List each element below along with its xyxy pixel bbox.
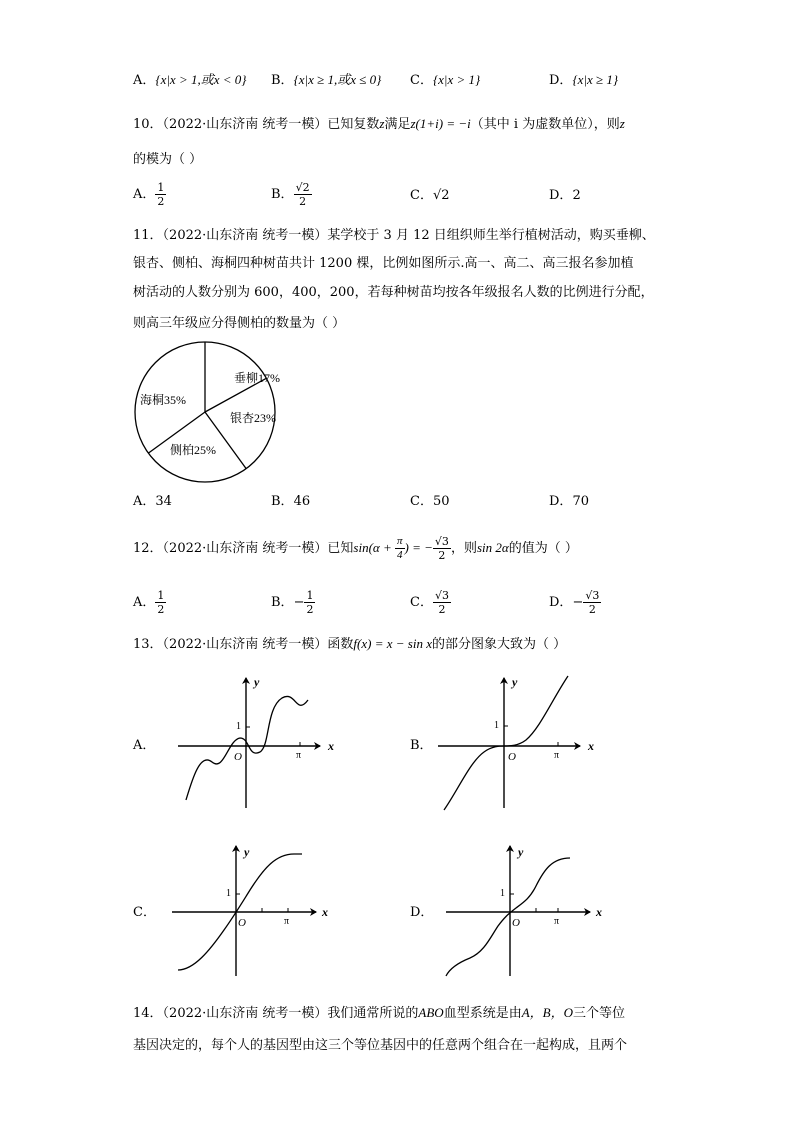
origin-label: O [508, 751, 516, 763]
denominator: 2 [306, 603, 314, 616]
denominator: 2 [438, 549, 446, 562]
option-text: √2 [432, 188, 450, 203]
q11-stem-line1 [133, 226, 655, 246]
stem-text: 的部分图象大致为（ ） [431, 637, 567, 652]
fraction [433, 535, 451, 562]
math-eq: z(1+i) = −i [410, 116, 471, 131]
math-eq: ) = − [404, 540, 433, 555]
numerator: 1 [157, 181, 165, 194]
denominator: 2 [588, 603, 596, 616]
pie-slice-label: 侧柏25% [170, 443, 216, 457]
option-text: {x|x > 1,或x < 0} [155, 72, 247, 87]
graph-a [170, 672, 345, 812]
one-label: 1 [494, 720, 499, 731]
option-sign: − [572, 595, 584, 610]
option-letter: B． [271, 494, 294, 509]
q9-option-d [549, 70, 618, 91]
pie-slice-label: 垂柳17% [234, 371, 280, 385]
graph-c [166, 842, 341, 982]
question-number: 11． [133, 228, 163, 243]
q12-option-c [410, 589, 451, 616]
pi-label: π [554, 750, 560, 761]
q12-option-a [133, 589, 166, 616]
numerator: √3 [585, 589, 600, 602]
q14-stem-line1 [133, 1003, 625, 1024]
q11-option-c [410, 492, 450, 512]
denominator: 2 [438, 603, 446, 616]
pi-label: π [284, 916, 290, 927]
option-text: 2 [572, 188, 581, 203]
fraction [155, 589, 166, 616]
q13-option-c-letter: C． [133, 905, 156, 920]
option-letter: D． [549, 595, 573, 610]
fraction [395, 535, 405, 562]
math-var: ABO [418, 1005, 444, 1020]
stem-text: 函数 [327, 637, 354, 652]
numerator: √3 [434, 589, 449, 602]
option-text: {x|x > 1} [432, 72, 481, 87]
fraction [433, 589, 451, 616]
one-label: 1 [226, 888, 231, 899]
pie-slice-label: 海桐35% [140, 393, 186, 407]
q10-stem-line2: 的模为（ ） [133, 152, 203, 167]
q13-option-a-letter: A． [133, 738, 156, 753]
option-letter: B． [271, 595, 294, 610]
q14-stem-line2: 基因决定的，每个人的基因型由这三个等位基因中的任意两个组合在一起构成，且两个 [133, 1038, 628, 1053]
stem-text: ，则 [450, 541, 477, 556]
option-letter: B． [271, 187, 294, 202]
option-letter: C． [410, 494, 433, 509]
option-letter: C． [410, 188, 433, 203]
x-label: x [588, 739, 594, 753]
option-letter: A． [133, 73, 156, 88]
option-text: 70 [572, 494, 589, 509]
stem-text: 已知复数 [327, 117, 380, 132]
option-letter: A． [133, 595, 156, 610]
question-source: （2022·山东济南 统考一模） [162, 637, 328, 652]
q12-option-b [271, 589, 315, 616]
option-text: 34 [155, 494, 172, 509]
q10-option-d [549, 186, 581, 206]
curve [446, 858, 570, 976]
numerator: √2 [295, 181, 310, 194]
x-label: x [596, 905, 602, 919]
graph-d [440, 842, 615, 982]
origin-label: O [512, 917, 520, 929]
question-number: 12． [133, 541, 163, 556]
math-var: A，B，O [521, 1005, 573, 1020]
fraction [294, 181, 312, 208]
option-letter: D． [549, 188, 573, 203]
stem-text: 某学校于 3 月 12 日组织师生举行植树活动，购买垂柳、 [327, 228, 655, 243]
option-letter: A． [133, 187, 156, 202]
q10-stem [133, 114, 625, 135]
question-source: （2022·山东济南 统考一模） [162, 1006, 328, 1021]
q11-stem-line2: 银杏、侧柏、海桐四种树苗共计 1200 棵，比例如图所示.高一、高二、高三报名参加植 [133, 256, 634, 271]
stem-text: （其中 i 为虚数单位），则 [470, 117, 620, 132]
q12-option-d [549, 589, 601, 616]
denominator: 4 [397, 549, 403, 561]
q13-option-d-letter: D． [410, 905, 434, 920]
x-label: x [328, 739, 334, 753]
q10-option-c [410, 186, 450, 206]
option-letter: C． [410, 595, 433, 610]
origin-label: O [238, 917, 246, 929]
q9-option-c [410, 70, 480, 91]
stem-text: 已知 [327, 541, 354, 556]
option-letter: C． [410, 73, 433, 88]
q11-option-b [271, 492, 310, 512]
pi-label: π [554, 916, 560, 927]
math-eq: f(x) = x − sin x [353, 636, 432, 651]
math-var: z [379, 116, 385, 131]
fraction [155, 181, 166, 208]
stem-text: 满足 [384, 117, 411, 132]
stem-text: 血型系统是由 [443, 1006, 522, 1021]
question-number: 13． [133, 637, 163, 652]
numerator: 1 [157, 589, 165, 602]
numerator: π [397, 535, 403, 547]
y-label: y [512, 675, 518, 689]
pie-slice-label: 银杏23% [230, 411, 276, 425]
option-sign: − [293, 595, 305, 610]
denominator: 2 [157, 603, 165, 616]
y-label: y [254, 675, 260, 689]
origin-label: O [234, 751, 242, 763]
one-label: 1 [500, 888, 505, 899]
numerator: 1 [306, 589, 314, 602]
q11-option-d [549, 492, 589, 512]
question-number: 10． [133, 117, 163, 132]
question-source: （2022·山东济南 统考一模） [162, 117, 328, 132]
curve [444, 676, 568, 810]
one-label: 1 [236, 721, 241, 732]
numerator: √3 [434, 535, 449, 548]
q13-stem [133, 634, 566, 655]
fraction [304, 589, 315, 616]
stem-text: 的值为（ ） [508, 541, 578, 556]
option-letter: A． [133, 494, 156, 509]
graph-b [430, 672, 605, 812]
stem-text: 我们通常所说的 [327, 1006, 419, 1021]
pie-group [135, 342, 280, 482]
math-var: z [619, 116, 625, 131]
option-text: {x|x ≥ 1} [572, 72, 619, 87]
math-eq: sin 2α [476, 540, 509, 555]
question-number: 14． [133, 1006, 163, 1021]
x-label: x [322, 905, 328, 919]
option-text: 46 [293, 494, 311, 509]
y-label: y [244, 845, 250, 859]
q12-stem [133, 533, 578, 564]
pie-chart [130, 340, 290, 485]
option-text: {x|x ≥ 1,或x ≤ 0} [293, 72, 382, 87]
option-letter: D． [549, 494, 573, 509]
q9-option-b [271, 70, 381, 91]
math-eq: sin(α + [353, 540, 396, 555]
q13-option-b-letter: B． [410, 738, 433, 753]
y-label: y [518, 845, 524, 859]
q11-option-a [133, 492, 172, 512]
stem-text: 三个等位 [573, 1006, 626, 1021]
question-source: （2022·山东济南 统考一模） [162, 541, 328, 556]
curve [186, 696, 308, 800]
fraction [583, 589, 601, 616]
denominator: 2 [157, 195, 165, 208]
pi-label: π [296, 750, 302, 761]
option-letter: B． [271, 73, 294, 88]
q10-option-a [133, 181, 166, 208]
q11-stem-line3: 树活动的人数分别为 600，400，200，若每种树苗均按各年级报名人数的比例进行分配， [133, 285, 654, 300]
denominator: 2 [299, 195, 307, 208]
question-source: （2022·山东济南 统考一模） [162, 228, 328, 243]
option-letter: D． [549, 73, 573, 88]
q11-stem-line4: 则高三年级应分得侧柏的数量为（ ） [133, 316, 346, 331]
q9-option-a [133, 70, 246, 91]
q10-option-b [271, 181, 312, 208]
option-text: 50 [432, 494, 450, 509]
